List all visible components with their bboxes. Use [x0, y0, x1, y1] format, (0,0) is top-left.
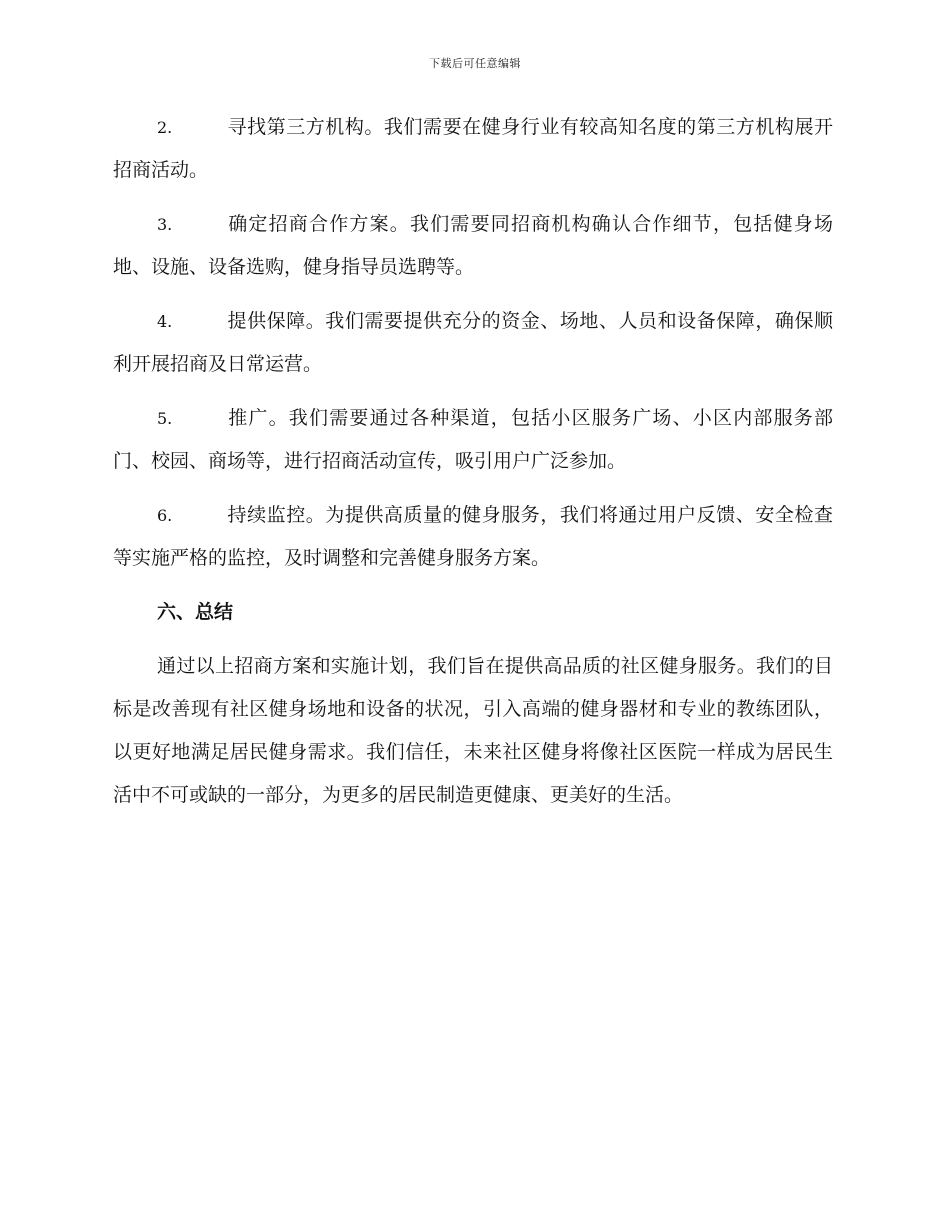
- list-item-5: [113, 397, 833, 483]
- document-body: [113, 106, 833, 817]
- list-item-number: 3.: [157, 215, 173, 234]
- list-item-number: 5.: [157, 409, 173, 428]
- list-item-number: 4.: [157, 312, 173, 331]
- list-item-text: 推广。我们需要通过各种渠道，包括小区服务广场、小区内部服务部门、校园、商场等，进行招商活动宣传，吸引用户广泛参加。: [113, 407, 833, 472]
- list-item-number: 2.: [157, 118, 173, 137]
- list-item-number: 6.: [157, 506, 173, 525]
- page-header: 下载后可任意编辑: [429, 57, 521, 70]
- list-item-6: [113, 494, 833, 580]
- list-item-2: [113, 106, 833, 192]
- list-item-4: [113, 300, 833, 386]
- list-item-text: 提供保障。我们需要提供充分的资金、场地、人员和设备保障，确保顺利开展招商及日常运营。: [113, 310, 833, 375]
- list-item-text: 确定招商合作方案。我们需要同招商机构确认合作细节，包括健身场地、设施、设备选购，健身指导员选聘等。: [113, 213, 833, 278]
- list-item-3: [113, 203, 833, 289]
- summary-paragraph: 通过以上招商方案和实施计划，我们旨在提供高品质的社区健身服务。我们的目标是改善现有社区健身场地和设备的状况，引入高端的健身器材和专业的教练团队，以更好地满足居民健身需求。我们信任，未来社区健身将像社区医院一样成为居民生活中不可或缺的一部分，为更多的居民制造更健康、更美好的生活。: [113, 655, 833, 806]
- section-heading-summary: 六、总结: [157, 601, 234, 623]
- list-item-text: 寻找第三方机构。我们需要在健身行业有较高知名度的第三方机构展开招商活动。: [113, 116, 833, 181]
- list-item-text: 持续监控。为提供高质量的健身服务，我们将通过用户反馈、安全检查等实施严格的监控，及时调整和完善健身服务方案。: [113, 504, 833, 569]
